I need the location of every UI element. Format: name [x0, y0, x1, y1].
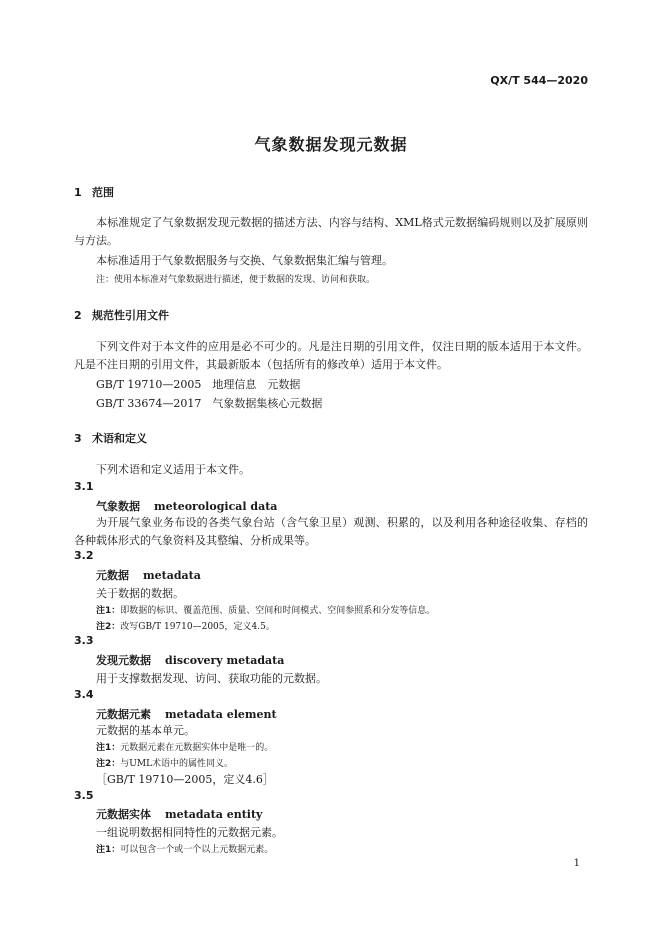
term-zh: 元数据	[96, 569, 129, 582]
note-text: 改写GB/T 19710—2005，定义4.5。	[120, 622, 275, 632]
section-2-heading	[74, 307, 169, 323]
term-definition: 元数据的基本单元。	[96, 724, 195, 737]
note-text: 元数据元素在元数据实体中是唯一的。	[120, 743, 274, 753]
paragraph: 下列术语和定义适用于本文件。	[96, 463, 250, 476]
document-code: QX/T 544—2020	[490, 74, 588, 87]
note	[96, 756, 233, 769]
clause-number: 3.4	[74, 688, 94, 701]
term-definition: 用于支撑数据发现、访问、获取功能的元数据。	[96, 672, 327, 685]
clause-number: 3.1	[74, 480, 94, 493]
paragraph: 本标准适用于气象数据服务与交换、气象数据集汇编与管理。	[96, 254, 393, 267]
section-3-heading	[74, 430, 147, 446]
term-en: metadata element	[165, 708, 277, 721]
page-number: 1	[573, 858, 580, 869]
term-heading	[96, 498, 277, 514]
section-number: 1	[74, 186, 82, 199]
note-label: 注1：	[96, 606, 121, 616]
term-source: ［GB/T 19710—2005，定义4.6］	[96, 773, 274, 786]
section-title: 术语和定义	[92, 432, 147, 445]
note	[96, 603, 435, 616]
note-text: 与UML术语中的属性同义。	[120, 759, 234, 769]
paragraph: 本标准规定了气象数据发现元数据的描述方法、内容与结构、XML格式元数据编码规则以及扩展原则与方法。	[74, 216, 588, 247]
term-en: discovery metadata	[165, 654, 285, 667]
term-heading	[96, 567, 201, 583]
note-label: 注1：	[96, 743, 121, 753]
clause-number: 3.5	[74, 789, 94, 802]
term-zh: 气象数据	[96, 500, 140, 513]
term-en: meteorological data	[154, 500, 278, 513]
note-text: 即数据的标识、覆盖范围、质量、空间和时间模式、空间参照系和分发等信息。	[120, 606, 436, 616]
term-zh: 元数据元素	[96, 708, 151, 721]
term-en: metadata entity	[165, 808, 263, 821]
term-definition: 关于数据的数据。	[96, 587, 184, 600]
term-zh: 发现元数据	[96, 654, 151, 667]
term-heading	[96, 652, 284, 668]
note	[96, 740, 273, 753]
note	[96, 842, 273, 855]
term-en: metadata	[143, 569, 201, 582]
term-heading	[96, 706, 277, 722]
paragraph: 下列文件对于本文件的应用是必不可少的。凡是注日期的引用文件，仅注日期的版本适用于本文件。凡是不注日期的引用文件，其最新版本（包括所有的修改单）适用于本文件。	[74, 340, 588, 371]
note-text: 可以包含一个或一个以上元数据元素。	[120, 845, 274, 855]
clause-number: 3.3	[74, 634, 94, 647]
note-label: 注2：	[96, 759, 121, 769]
page-title: 气象数据发现元数据	[254, 135, 408, 154]
reference-item: GB/T 33674—2017 气象数据集核心元数据	[96, 397, 323, 410]
note-label: 注2：	[96, 622, 121, 632]
term-heading	[96, 806, 262, 822]
section-number: 2	[74, 309, 82, 322]
term-zh: 元数据实体	[96, 808, 151, 821]
reference-item: GB/T 19710—2005 地理信息 元数据	[96, 378, 301, 391]
clause-number: 3.2	[74, 549, 94, 562]
term-definition: 一组说明数据相同特性的元数据元素。	[96, 826, 283, 839]
note-label: 注1：	[96, 845, 121, 855]
term-definition: 为开展气象业务布设的各类气象台站（含气象卫星）观测、积累的，以及利用各种途径收集、存档的各种载体形式的气象资料及其整编、分析成果等。	[74, 516, 588, 547]
section-title: 规范性引用文件	[92, 309, 169, 322]
section-title: 范围	[92, 186, 114, 199]
note: 注：使用本标准对气象数据进行描述，便于数据的发现、访问和获取。	[96, 275, 376, 285]
note	[96, 619, 275, 632]
section-1-heading	[74, 184, 114, 200]
section-number: 3	[74, 432, 82, 445]
